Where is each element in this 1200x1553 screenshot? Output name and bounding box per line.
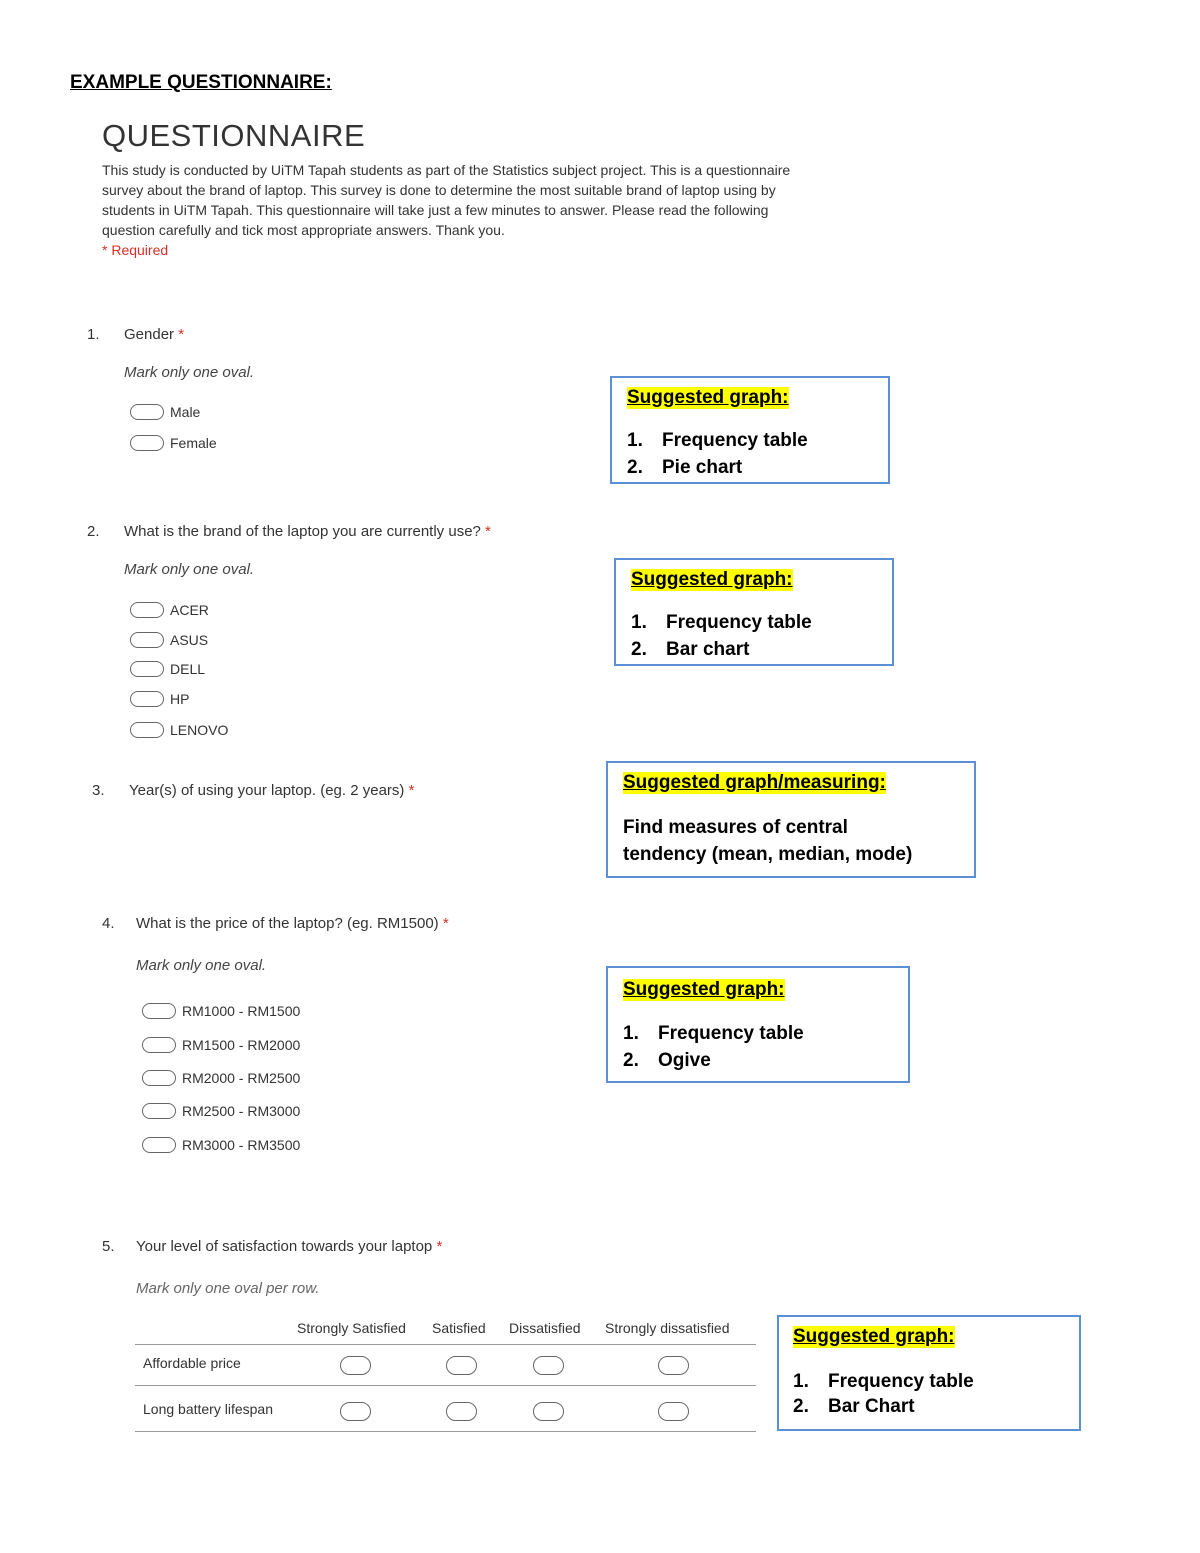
- suggestion-box-5: [777, 1315, 1081, 1431]
- grid-radio-oval[interactable]: [340, 1402, 371, 1421]
- grid-radio-oval[interactable]: [340, 1356, 371, 1375]
- option-asus[interactable]: [130, 632, 208, 648]
- suggestion-item: 2. Bar Chart: [793, 1396, 915, 1417]
- option-price-1500-2000[interactable]: [142, 1037, 300, 1053]
- question-1-number: 1.: [87, 326, 100, 343]
- option-label: Female: [170, 435, 217, 451]
- question-5-text: [136, 1238, 442, 1255]
- question-4-text: [136, 915, 449, 932]
- grid-radio-oval[interactable]: [658, 1356, 689, 1375]
- required-star: *: [442, 915, 449, 932]
- grid-divider: [135, 1344, 756, 1345]
- option-dell[interactable]: [130, 661, 205, 677]
- option-label: Male: [170, 404, 201, 420]
- question-4-number: 4.: [102, 915, 115, 932]
- question-3-number: 3.: [92, 782, 105, 799]
- grid-radio-oval[interactable]: [446, 1356, 477, 1375]
- grid-row-label: Long battery lifespan: [143, 1401, 273, 1417]
- page-heading: EXAMPLE QUESTIONNAIRE:: [70, 72, 332, 93]
- grid-column-header: Dissatisfied: [509, 1320, 581, 1336]
- suggestion-heading: Suggested graph:: [793, 1326, 955, 1347]
- option-price-2000-2500[interactable]: [142, 1070, 300, 1086]
- suggestion-box-1: [610, 376, 890, 484]
- question-2-hint: Mark only one oval.: [124, 561, 255, 578]
- question-4-label: What is the price of the laptop? (eg. RM1500): [136, 915, 439, 932]
- suggestion-list: [627, 427, 808, 481]
- suggestion-text-line: Find measures of central: [623, 817, 848, 838]
- grid-column-header: Strongly dissatisfied: [605, 1320, 730, 1336]
- grid-radio-oval[interactable]: [533, 1356, 564, 1375]
- question-3-text: [129, 782, 414, 799]
- option-lenovo[interactable]: [130, 722, 228, 738]
- option-male[interactable]: [130, 404, 200, 420]
- suggestion-text: [623, 814, 912, 868]
- radio-oval[interactable]: [130, 632, 164, 648]
- grid-column-header: Satisfied: [432, 1320, 486, 1336]
- radio-oval[interactable]: [130, 404, 164, 420]
- required-star: *: [436, 1238, 443, 1255]
- suggestion-item: 2. Bar chart: [631, 639, 750, 660]
- grid-column-header: Strongly Satisfied: [297, 1320, 406, 1336]
- question-5-hint: Mark only one oval per row.: [136, 1280, 320, 1297]
- option-price-1000-1500[interactable]: [142, 1003, 300, 1019]
- grid-row-label: Affordable price: [143, 1355, 241, 1371]
- option-label: RM2000 - RM2500: [182, 1070, 301, 1086]
- option-female[interactable]: [130, 435, 217, 451]
- grid-radio-oval[interactable]: [533, 1402, 564, 1421]
- question-5-label: Your level of satisfaction towards your laptop: [136, 1238, 433, 1255]
- option-label: HP: [170, 691, 190, 707]
- radio-oval[interactable]: [142, 1137, 176, 1153]
- option-price-2500-3000[interactable]: [142, 1103, 300, 1119]
- option-label: ACER: [170, 602, 209, 618]
- grid-divider: [135, 1385, 756, 1386]
- question-1-label: Gender: [124, 326, 175, 343]
- suggestion-item: 1. Frequency table: [793, 1371, 974, 1392]
- suggestion-heading: Suggested graph:: [627, 387, 789, 408]
- option-label: RM3000 - RM3500: [182, 1137, 301, 1153]
- required-star: *: [408, 782, 415, 799]
- suggestion-heading: Suggested graph:: [623, 979, 785, 1000]
- option-hp[interactable]: [130, 691, 189, 707]
- option-label: ASUS: [170, 632, 209, 648]
- question-1-hint: Mark only one oval.: [124, 364, 255, 381]
- suggestion-box-3: [606, 761, 976, 878]
- radio-oval[interactable]: [130, 661, 164, 677]
- suggestion-item: 1. Frequency table: [631, 612, 812, 633]
- question-2-label: What is the brand of the laptop you are currently use?: [124, 523, 481, 540]
- form-title: QUESTIONNAIRE: [102, 118, 366, 153]
- suggestion-heading: Suggested graph/measuring:: [623, 772, 886, 793]
- question-1-text: [124, 326, 184, 343]
- required-star: *: [485, 523, 491, 540]
- suggestion-box-4: [606, 966, 910, 1083]
- radio-oval[interactable]: [130, 435, 164, 451]
- option-label: RM1000 - RM1500: [182, 1003, 301, 1019]
- radio-oval[interactable]: [142, 1070, 176, 1086]
- grid-radio-oval[interactable]: [446, 1402, 477, 1421]
- radio-oval[interactable]: [130, 602, 164, 618]
- question-2-number: 2.: [87, 523, 100, 540]
- suggestion-list: [623, 1020, 804, 1074]
- radio-oval[interactable]: [130, 722, 164, 738]
- required-note: * Required: [102, 242, 169, 258]
- suggestion-item: 1. Frequency table: [627, 430, 808, 451]
- required-star: *: [178, 326, 185, 343]
- suggestion-list: [793, 1369, 974, 1419]
- suggestion-item: 1. Frequency table: [623, 1023, 804, 1044]
- option-label: LENOVO: [170, 722, 229, 738]
- suggestion-list: [631, 609, 812, 663]
- suggestion-box-2: [614, 558, 894, 666]
- option-acer[interactable]: [130, 602, 209, 618]
- question-4-hint: Mark only one oval.: [136, 957, 267, 974]
- option-label: DELL: [170, 661, 206, 677]
- question-2-text: [124, 523, 491, 540]
- question-3-label: Year(s) of using your laptop. (eg. 2 years): [129, 782, 405, 799]
- grid-divider: [135, 1431, 756, 1432]
- suggestion-item: 2. Pie chart: [627, 457, 743, 478]
- question-5-number: 5.: [102, 1238, 115, 1255]
- option-label: RM2500 - RM3000: [182, 1103, 301, 1119]
- form-description-text: This study is conducted by UiTM Tapah students as part of the Statistics subject project. This is a questionnaire survey about the brand of laptop. This survey is done to determine the most suitable brand of laptop using by students in UiTM Tapah. This questionnaire will take just a few minutes to answer. Please read the following question carefully and tick most appropriate answers. Thank you.: [102, 162, 791, 238]
- radio-oval[interactable]: [142, 1037, 176, 1053]
- option-price-3000-3500[interactable]: [142, 1137, 300, 1153]
- grid-radio-oval[interactable]: [658, 1402, 689, 1421]
- radio-oval[interactable]: [130, 691, 164, 707]
- option-label: RM1500 - RM2000: [182, 1037, 301, 1053]
- form-description: [102, 160, 802, 260]
- radio-oval[interactable]: [142, 1103, 176, 1119]
- suggestion-text-line: tendency (mean, median, mode): [623, 844, 913, 865]
- radio-oval[interactable]: [142, 1003, 176, 1019]
- suggestion-item: 2. Ogive: [623, 1050, 711, 1071]
- suggestion-heading: Suggested graph:: [631, 569, 793, 590]
